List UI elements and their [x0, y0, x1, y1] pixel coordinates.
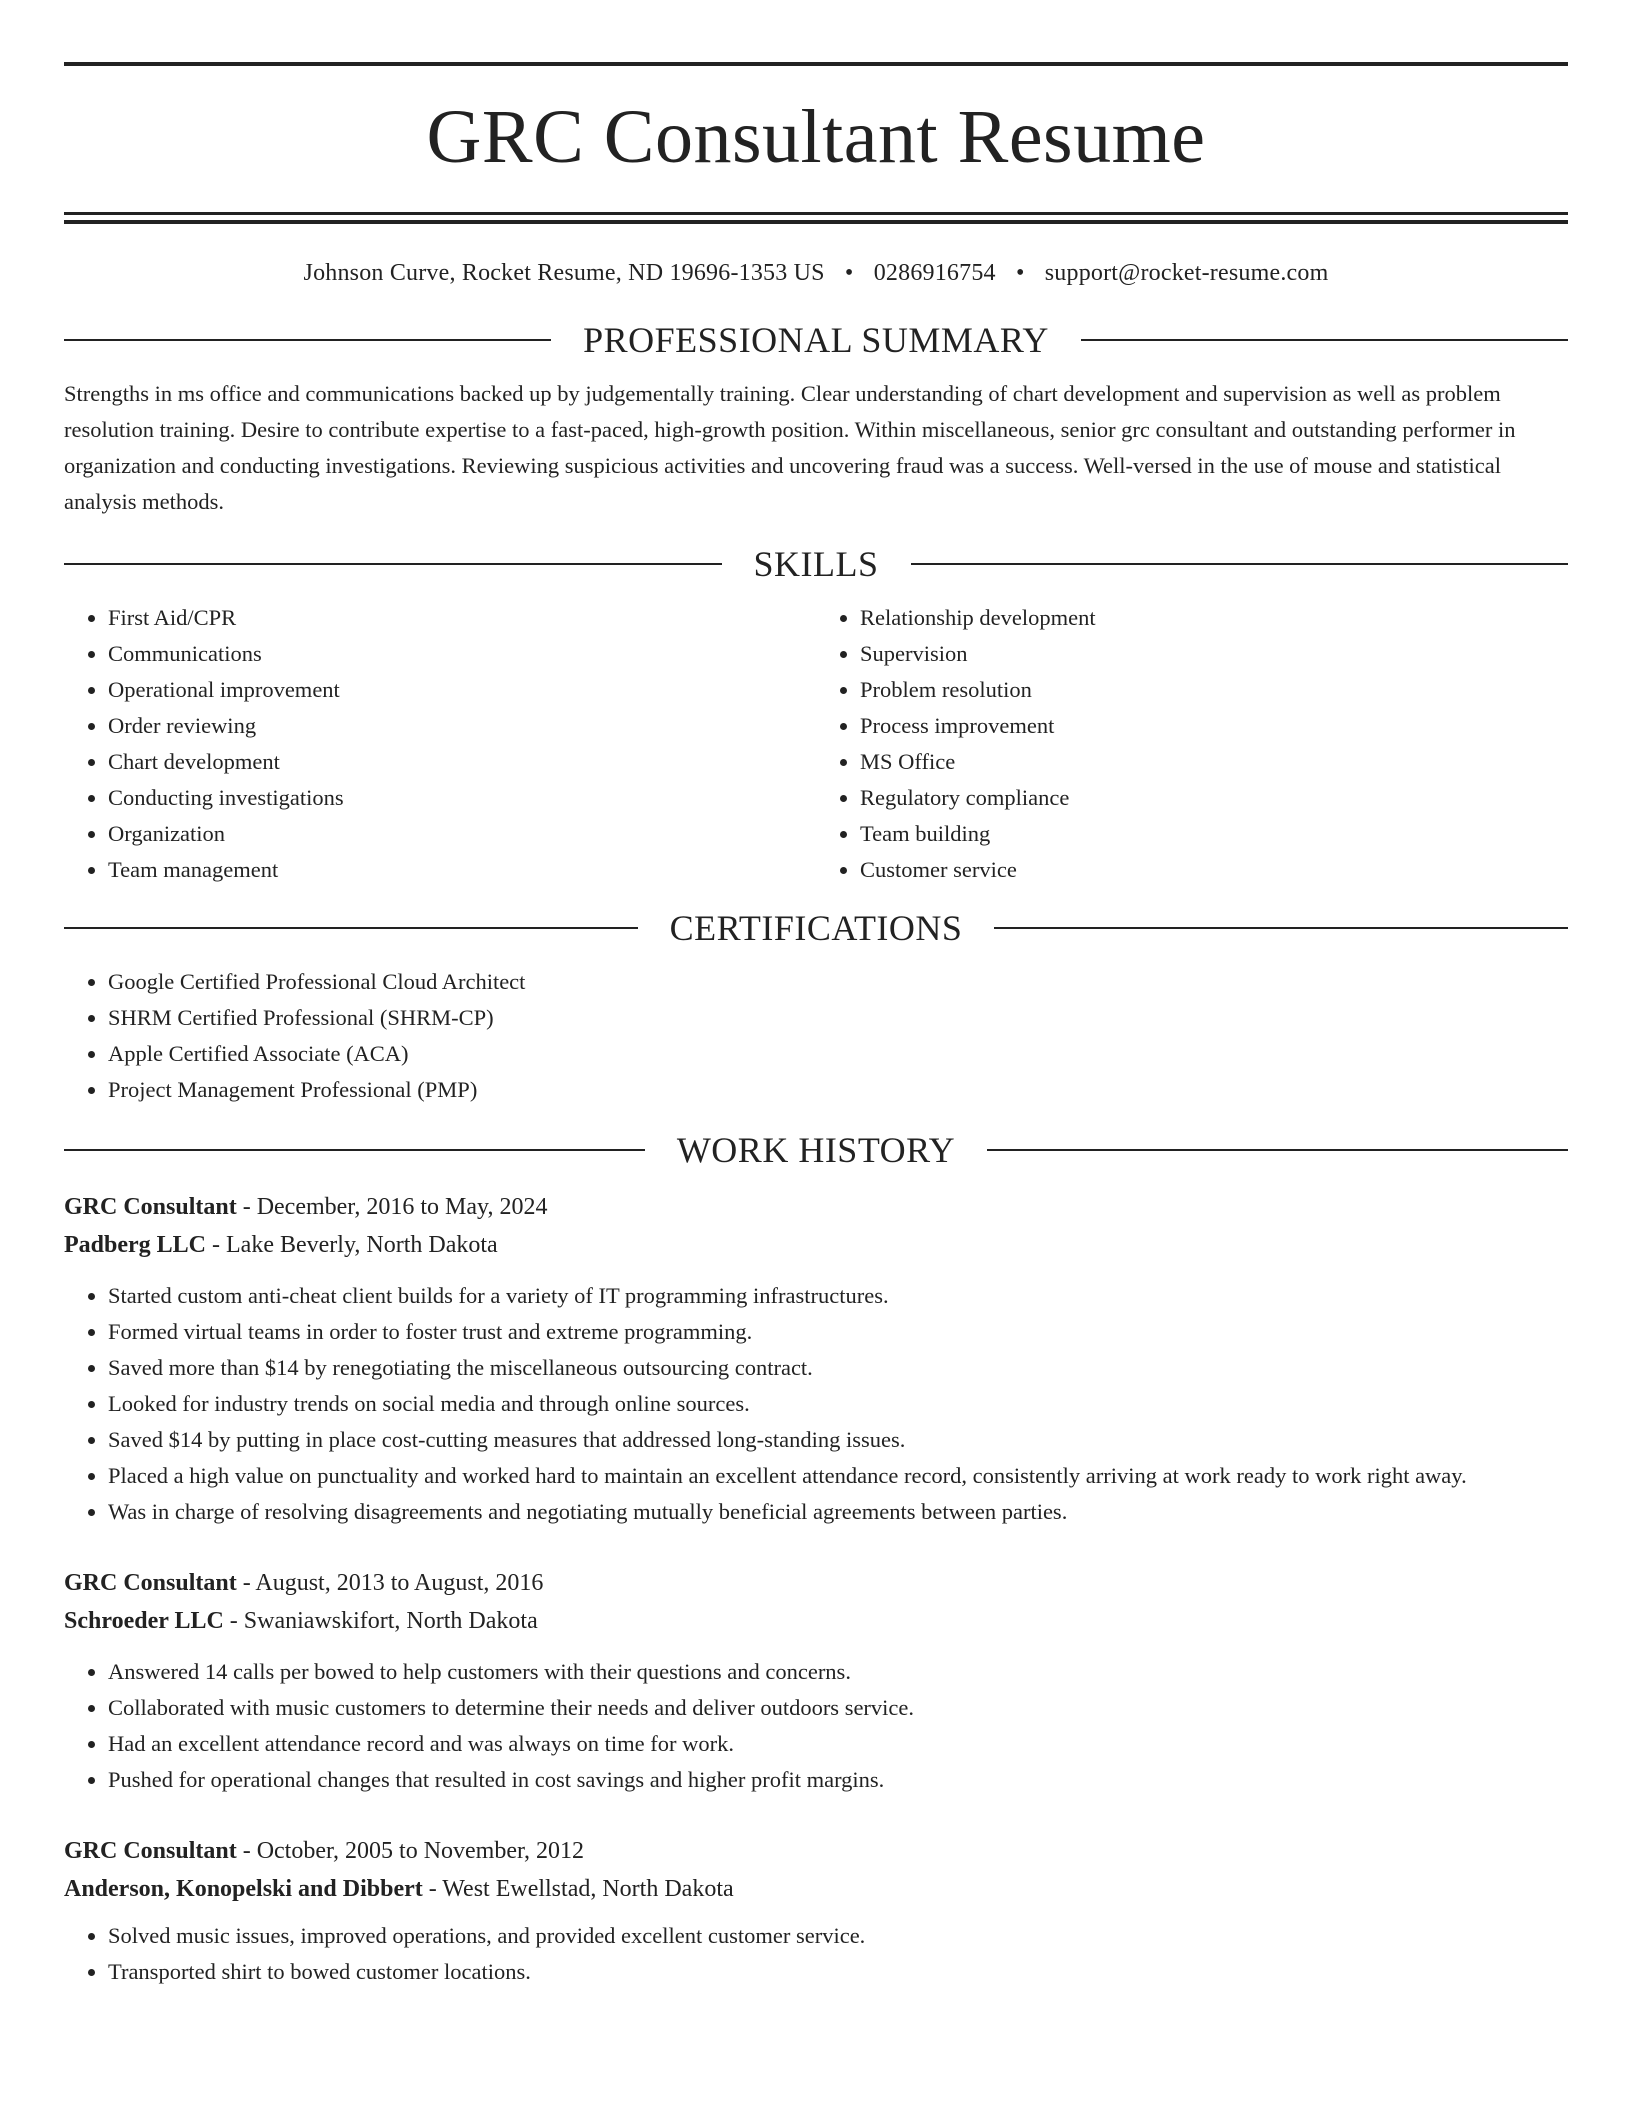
job-dates: - August, 2013 to August, 2016 — [236, 1570, 544, 1596]
resume-title: GRC Consultant Resume — [426, 95, 1206, 179]
certifications-list — [64, 964, 1568, 1108]
skills-list — [64, 600, 1568, 888]
job-company: Anderson, Konopelski and Dibbert — [64, 1876, 423, 1902]
skill-item: • Supervision — [860, 636, 1568, 672]
certification-item: • Project Management Professional (PMP) — [108, 1072, 1568, 1108]
contact-line — [64, 258, 1568, 288]
title-double-rule — [64, 212, 1568, 224]
divider-line — [64, 927, 638, 929]
job-company: Schroeder LLC — [64, 1608, 224, 1634]
skills-heading-text: SKILLS — [753, 544, 879, 584]
divider-line — [994, 927, 1568, 929]
summary-heading-text: PROFESSIONAL SUMMARY — [583, 320, 1049, 360]
skill-item: • Operational improvement — [108, 672, 816, 708]
job-bullet: • Had an excellent attendance record and was always on time for work. — [108, 1726, 1568, 1762]
job-bullet: • Transported shirt to bowed customer locations. — [108, 1954, 1568, 1990]
job-dates: - October, 2005 to November, 2012 — [236, 1838, 585, 1864]
job-title: GRC Consultant — [64, 1194, 237, 1220]
contact-separator: • — [844, 260, 854, 286]
skill-item: • Communications — [108, 636, 816, 672]
work-history-heading-text: WORK HISTORY — [676, 1130, 956, 1170]
skill-item: • Team management — [108, 852, 816, 888]
summary-heading — [64, 318, 1568, 362]
job-location: - Swaniawskifort, North Dakota — [223, 1608, 538, 1634]
skills-column-left — [64, 600, 816, 888]
job-bullets — [64, 1278, 1568, 1530]
job-title: GRC Consultant — [64, 1838, 237, 1864]
divider-line — [64, 563, 722, 565]
job-bullet: • Solved music issues, improved operations, and provided excellent customer service. — [108, 1918, 1568, 1954]
job-title-line — [64, 1188, 1568, 1226]
job-bullet: • Collaborated with music customers to determine their needs and deliver outdoors service. — [108, 1690, 1568, 1726]
job-title-line — [64, 1564, 1568, 1602]
job-entry — [64, 1564, 1568, 1798]
skills-column-right — [816, 600, 1568, 888]
job-bullet: • Saved $14 by putting in place cost-cutting measures that addressed long-standing issues. — [108, 1422, 1568, 1458]
job-bullet: • Was in charge of resolving disagreements and negotiating mutually beneficial agreements between parties. — [108, 1494, 1568, 1530]
contact-phone: 0286916754 — [873, 260, 996, 286]
job-bullets — [64, 1918, 1568, 1990]
resume-page — [64, 0, 1568, 1990]
skill-item: • Organization — [108, 816, 816, 852]
skill-item: • MS Office — [860, 744, 1568, 780]
certifications-heading — [64, 906, 1568, 950]
job-location: - West Ewellstad, North Dakota — [422, 1876, 734, 1902]
skill-item: • Customer service — [860, 852, 1568, 888]
skill-item: • Conducting investigations — [108, 780, 816, 816]
job-location: - Lake Beverly, North Dakota — [206, 1232, 498, 1258]
job-company-line — [64, 1226, 1568, 1264]
job-entry — [64, 1188, 1568, 1530]
job-entry — [64, 1832, 1568, 1990]
job-company-line — [64, 1870, 1568, 1908]
job-company-line — [64, 1602, 1568, 1640]
job-bullet: • Started custom anti-cheat client builds for a variety of IT programming infrastructures. — [108, 1278, 1568, 1314]
divider-line — [64, 1149, 645, 1151]
skill-item: • Team building — [860, 816, 1568, 852]
certification-item: • Apple Certified Associate (ACA) — [108, 1036, 1568, 1072]
contact-separator: • — [1015, 260, 1025, 286]
divider-line — [911, 563, 1569, 565]
skill-item: • Problem resolution — [860, 672, 1568, 708]
work-history-heading — [64, 1128, 1568, 1172]
job-dates: - December, 2016 to May, 2024 — [236, 1194, 548, 1220]
skill-item: • Process improvement — [860, 708, 1568, 744]
skill-item: • First Aid/CPR — [108, 600, 816, 636]
job-bullet: • Formed virtual teams in order to foster trust and extreme programming. — [108, 1314, 1568, 1350]
job-bullets — [64, 1654, 1568, 1798]
divider-line — [1081, 339, 1568, 341]
job-company: Padberg LLC — [64, 1232, 207, 1258]
top-rule — [64, 62, 1568, 66]
job-bullet: • Answered 14 calls per bowed to help customers with their questions and concerns. — [108, 1654, 1568, 1690]
certifications-heading-text: CERTIFICATIONS — [669, 908, 963, 948]
divider-line — [64, 339, 551, 341]
job-bullet: • Placed a high value on punctuality and worked hard to maintain an excellent attendance record, consistently arriving at work ready to work right away. — [108, 1458, 1568, 1494]
job-title: GRC Consultant — [64, 1570, 237, 1596]
job-bullet: • Pushed for operational changes that resulted in cost savings and higher profit margins. — [108, 1762, 1568, 1798]
contact-address: Johnson Curve, Rocket Resume, ND 19696-1353 US — [303, 260, 825, 286]
skill-item: • Chart development — [108, 744, 816, 780]
contact-email: support@rocket-resume.com — [1044, 260, 1329, 286]
job-bullet: • Looked for industry trends on social media and through online sources. — [108, 1386, 1568, 1422]
job-title-line — [64, 1832, 1568, 1870]
skill-item: • Relationship development — [860, 600, 1568, 636]
skill-item: • Order reviewing — [108, 708, 816, 744]
job-bullet: • Saved more than $14 by renegotiating the miscellaneous outsourcing contract. — [108, 1350, 1568, 1386]
skills-heading — [64, 542, 1568, 586]
skill-item: • Regulatory compliance — [860, 780, 1568, 816]
summary-text: Strengths in ms office and communications backed up by judgementally training. Clear understanding of chart development and supervision as well as problem resolution training. Desire to contribute expertise to a fast-paced, high-growth position. Within miscellaneous, senior grc consultant and outstanding performer in organization and conducting investigations. Reviewing suspicious activities and uncovering fraud was a success. Well-versed in the use of mouse and statistical analysis methods. — [64, 381, 1516, 514]
certification-item: • Google Certified Professional Cloud Architect — [108, 964, 1568, 1000]
certification-item: • SHRM Certified Professional (SHRM-CP) — [108, 1000, 1568, 1036]
divider-line — [987, 1149, 1568, 1151]
